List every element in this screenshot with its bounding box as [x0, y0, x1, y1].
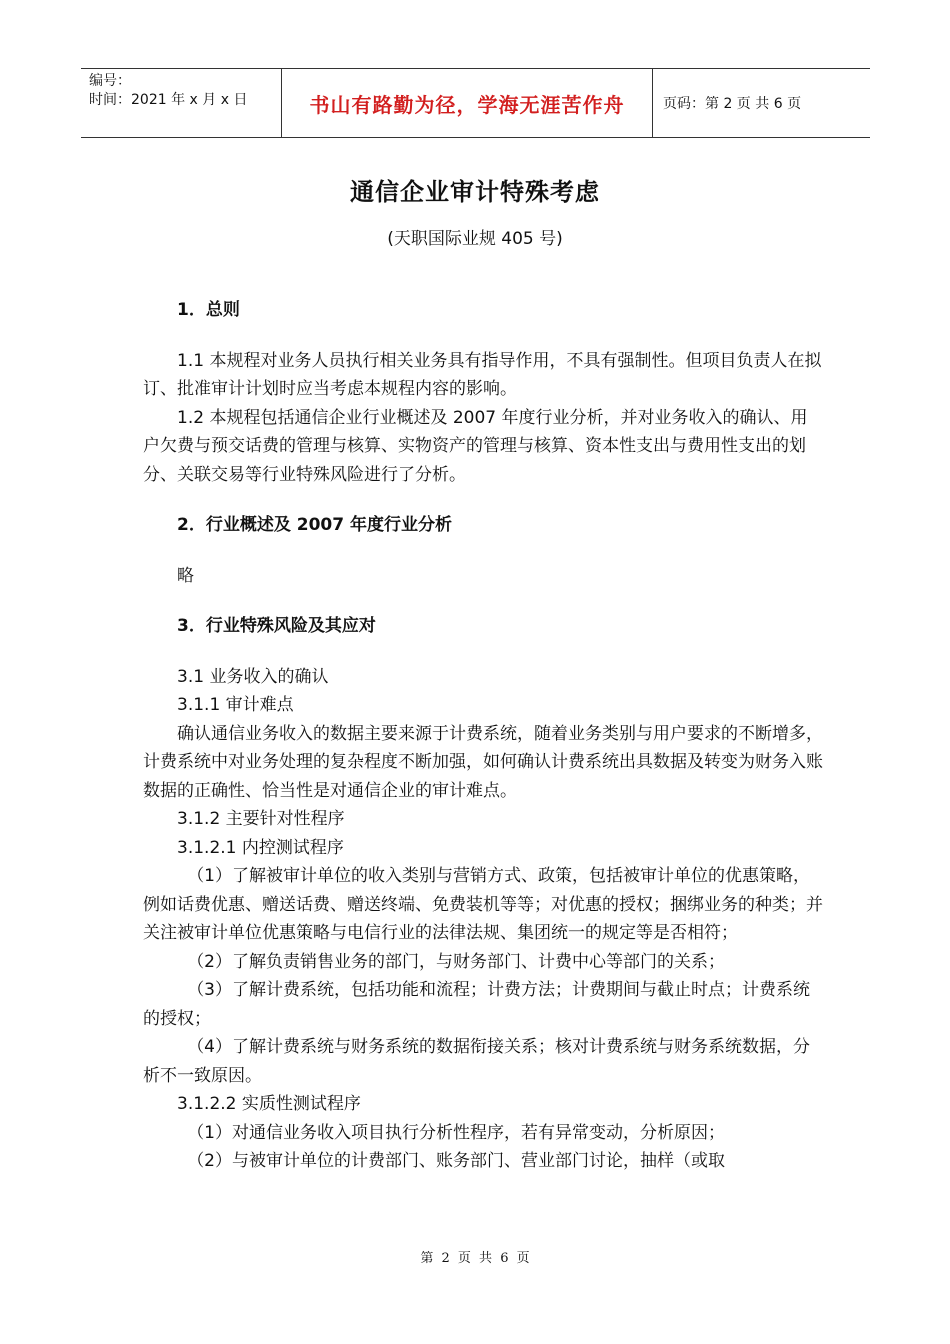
subsection-heading: 3.1 业务收入的确认	[177, 666, 329, 687]
list-item: （3）了解计费系统，包括功能和流程；计费方法；计费期间与截止时点；计费系统的授权；	[143, 980, 811, 1029]
subsection-heading: 3.1.1 审计难点	[177, 695, 294, 715]
paragraph: 确认通信业务收入的数据主要来源于计费系统，随着业务类别与用户要求的不断增多，计费系统中对业务处理的复杂程度不断加强，如何确认计费系统出具数据及转变为财务入账数据的正确性、恰当性是对通信企业的审计难点。	[143, 723, 823, 801]
list-item: （4）了解计费系统与财务系统的数据衔接关系；核对计费系统与财务系统数据，分析不一致原因。	[143, 1037, 811, 1086]
document-title: 通信企业审计特殊考虑	[350, 178, 600, 206]
section-heading: 2．行业概述及 2007 年度行业分析	[177, 515, 452, 535]
paragraph: 1.1 本规程对业务人员执行相关业务具有指导作用，不具有强制性。但项目负责人在拟订、批准审计计划时应当考虑本规程内容的影响。	[143, 350, 822, 399]
header-page-info: 页码：第 2 页 共 6 页	[663, 96, 802, 112]
document-date-label: 时间：2021 年 x 月 x 日	[89, 92, 248, 108]
subsection-heading: 3.1.2 主要针对性程序	[177, 809, 345, 829]
subsection-heading: 3.1.2.1 内控测试程序	[177, 837, 344, 858]
document-body	[143, 296, 823, 1176]
paragraph: 1.2 本规程包括通信企业行业概述及 2007 年度行业分析，并对业务收入的确认、用户欠费与预交话费的管理与核算、实物资产的管理与核算、资本性支出与费用性支出的划分、关联交易等行业特殊风险进行了分析。	[143, 407, 808, 485]
list-item: （2）与被审计单位的计费部门、账务部门、营业部门讨论，抽样（或取	[187, 1151, 726, 1171]
header-motto: 书山有路勤为径，学海无涯苦作舟	[309, 92, 625, 117]
header-page-cell	[653, 69, 870, 137]
document-subtitle: (天职国际业规 405 号)	[387, 229, 563, 249]
header-meta	[81, 69, 281, 137]
subsection-heading: 3.1.2.2 实质性测试程序	[177, 1094, 361, 1114]
paragraph: 略	[177, 565, 194, 586]
header-motto-cell	[281, 69, 653, 137]
header-table	[81, 68, 870, 138]
section-heading: 1．总则	[177, 300, 240, 320]
list-item: （1）对通信业务收入项目执行分析性程序，若有异常变动，分析原因；	[187, 1122, 726, 1143]
list-item: （2）了解负责销售业务的部门，与财务部门、计费中心等部门的关系；	[187, 951, 726, 972]
page-footer: 第 2 页 共 6 页	[420, 1251, 530, 1266]
list-item: （1）了解被审计单位的收入类别与营销方式、政策，包括被审计单位的优惠策略，例如话费优惠、赠送话费、赠送终端、免费装机等等；对优惠的授权；捆绑业务的种类；并关注被审计单位优惠策略与电信行业的法律法规、集团统一的规定等是否相符；	[143, 866, 823, 943]
section-heading: 3．行业特殊风险及其应对	[177, 616, 376, 636]
document-number-label: 编号：	[89, 73, 131, 89]
